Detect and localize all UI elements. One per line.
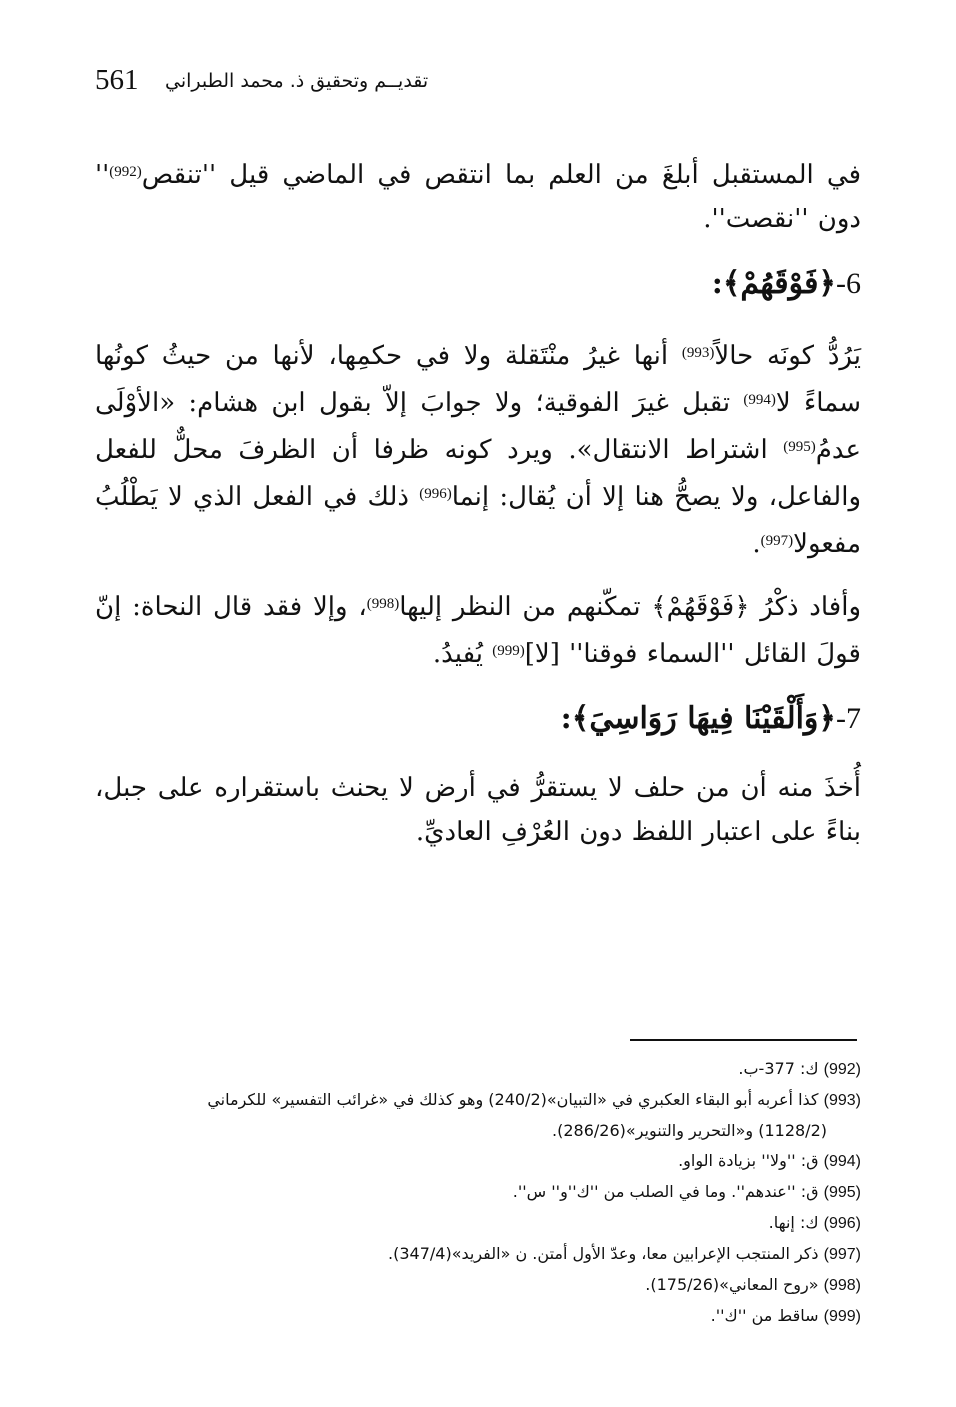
text-run: وأفاد ذكْرُ ﴿فَوْقَهُمْ﴾ تمكّنهم من النظر إليها <box>399 592 862 622</box>
text-run: ، وإلا فقد قال النحاة: إنّ قولَ القائل ''السماء فوقنا'' [لا] <box>95 592 861 669</box>
footnote-ref-999[interactable]: (999) <box>492 643 525 659</box>
footnote-text: كذا أعربه أبو البقاء العكبري في «التبيان»(240/2) وهو كذلك في «غرائب التفسير» للكرماني <box>207 1090 819 1109</box>
footnote-993 <box>95 1085 861 1146</box>
section-number: 7- <box>836 702 861 735</box>
text-run: أُخذَ منه أن من حلف لا يستقرُّ في أرض لا يحنث باستقراره على جبل، بناءً على اعتبار اللفظ دون العُرْفِ العاديِّ. <box>95 773 861 847</box>
text-run: '' دون ''نقصت''. <box>95 160 861 234</box>
footnote-text: ذكر المنتجب الإعرابين معا، وعدّ الأول أمتن. ن «الفريد»(347/4). <box>388 1244 819 1263</box>
footnote-ref-992[interactable]: (992) <box>109 164 142 180</box>
footnotes-list <box>95 1054 861 1332</box>
section-heading-6 <box>95 259 861 309</box>
footnote-994 <box>95 1146 861 1177</box>
section-number: 6- <box>836 267 861 300</box>
quran-phrase: ﴿وَأَلْقَيْنَا فِيهَا رَوَاسِيَ﴾: <box>560 701 836 736</box>
text-run: اشتراط الانتقال». ويرد كونه ظرفا أن الظرفَ محلٌّ للفعل والفاعل، ولا يصحُّ هنا إلا أن يُقال: إنما <box>95 435 861 512</box>
footnote-number: (993) <box>823 1092 861 1109</box>
section-heading-7 <box>95 694 861 744</box>
main-text <box>95 150 861 854</box>
text-run: تقبل غيرَ الفوقية؛ ولا جوابَ إلاّ بقول ابن هشام: «الأوْلَى عدمُ <box>95 388 861 465</box>
footnote-text: ق: ''ولا'' بزيادة الواو. <box>678 1151 819 1170</box>
footnote-text: «روح المعاني»(175/26). <box>645 1275 819 1294</box>
page-number: 561 <box>95 64 139 96</box>
text-run: يُفيدُ. <box>432 639 493 669</box>
footnote-number: (995) <box>823 1184 861 1201</box>
footnote-text: ق: ''عندهم''. وما في الصلب من ''ك''و'' س''. <box>512 1182 819 1201</box>
footnote-text: ك: 377-ب. <box>738 1059 819 1078</box>
footnote-ref-994[interactable]: (994) <box>743 392 776 408</box>
footnote-number: (996) <box>823 1215 861 1232</box>
footnote-number: (994) <box>823 1153 861 1170</box>
running-head <box>95 62 861 102</box>
footnote-ref-993[interactable]: (993) <box>681 345 715 361</box>
footnote-number: (999) <box>823 1308 861 1325</box>
footnote-ref-995[interactable]: (995) <box>783 439 816 455</box>
quran-phrase: ﴿فَوْقَهُمْ﴾: <box>711 266 836 301</box>
footnote-text: ك: إنها. <box>768 1213 819 1232</box>
paragraph-1 <box>95 150 861 241</box>
footnote-number: (997) <box>823 1246 861 1263</box>
text-run: . <box>752 529 761 559</box>
footnote-number: (998) <box>823 1277 861 1294</box>
text-run: في المستقبل أبلغَ من العلم بما انتقص في الماضي قيل ''تنقص <box>141 160 861 190</box>
footnote-999 <box>95 1301 861 1332</box>
paragraph-2 <box>95 331 861 566</box>
footnote-ref-996[interactable]: (996) <box>419 486 452 502</box>
text-run: ذلك في الفعل الذي لا يَطْلُبُ مفعولا <box>95 482 861 559</box>
footnote-ref-997[interactable]: (997) <box>760 533 794 549</box>
paragraph-3 <box>95 582 861 676</box>
footnote-number: (992) <box>823 1061 861 1078</box>
text-run: يَرُدُّ كونَه حالاً <box>714 341 862 371</box>
footnote-ref-998[interactable]: (998) <box>366 596 400 612</box>
footnote-998 <box>95 1270 861 1301</box>
running-title: تقديــم وتحقيق ذ. محمد الطبراني <box>165 70 429 92</box>
footnote-995 <box>95 1177 861 1208</box>
footnote-997 <box>95 1239 861 1270</box>
text-run: أنها غيرُ منْتَقلة ولا في حكمِها، لأنها من حيثُ كونُها سماءً لا <box>95 341 861 418</box>
footnote-992 <box>95 1054 861 1085</box>
footnote-996 <box>95 1208 861 1239</box>
paragraph-4 <box>95 766 861 854</box>
footnote-separator <box>630 1039 857 1041</box>
footnote-text: ساقط من ''ك''. <box>710 1306 819 1325</box>
footnote-text-continued: (1128/2) و«التحرير والتنوير»(286/26). <box>552 1121 827 1140</box>
